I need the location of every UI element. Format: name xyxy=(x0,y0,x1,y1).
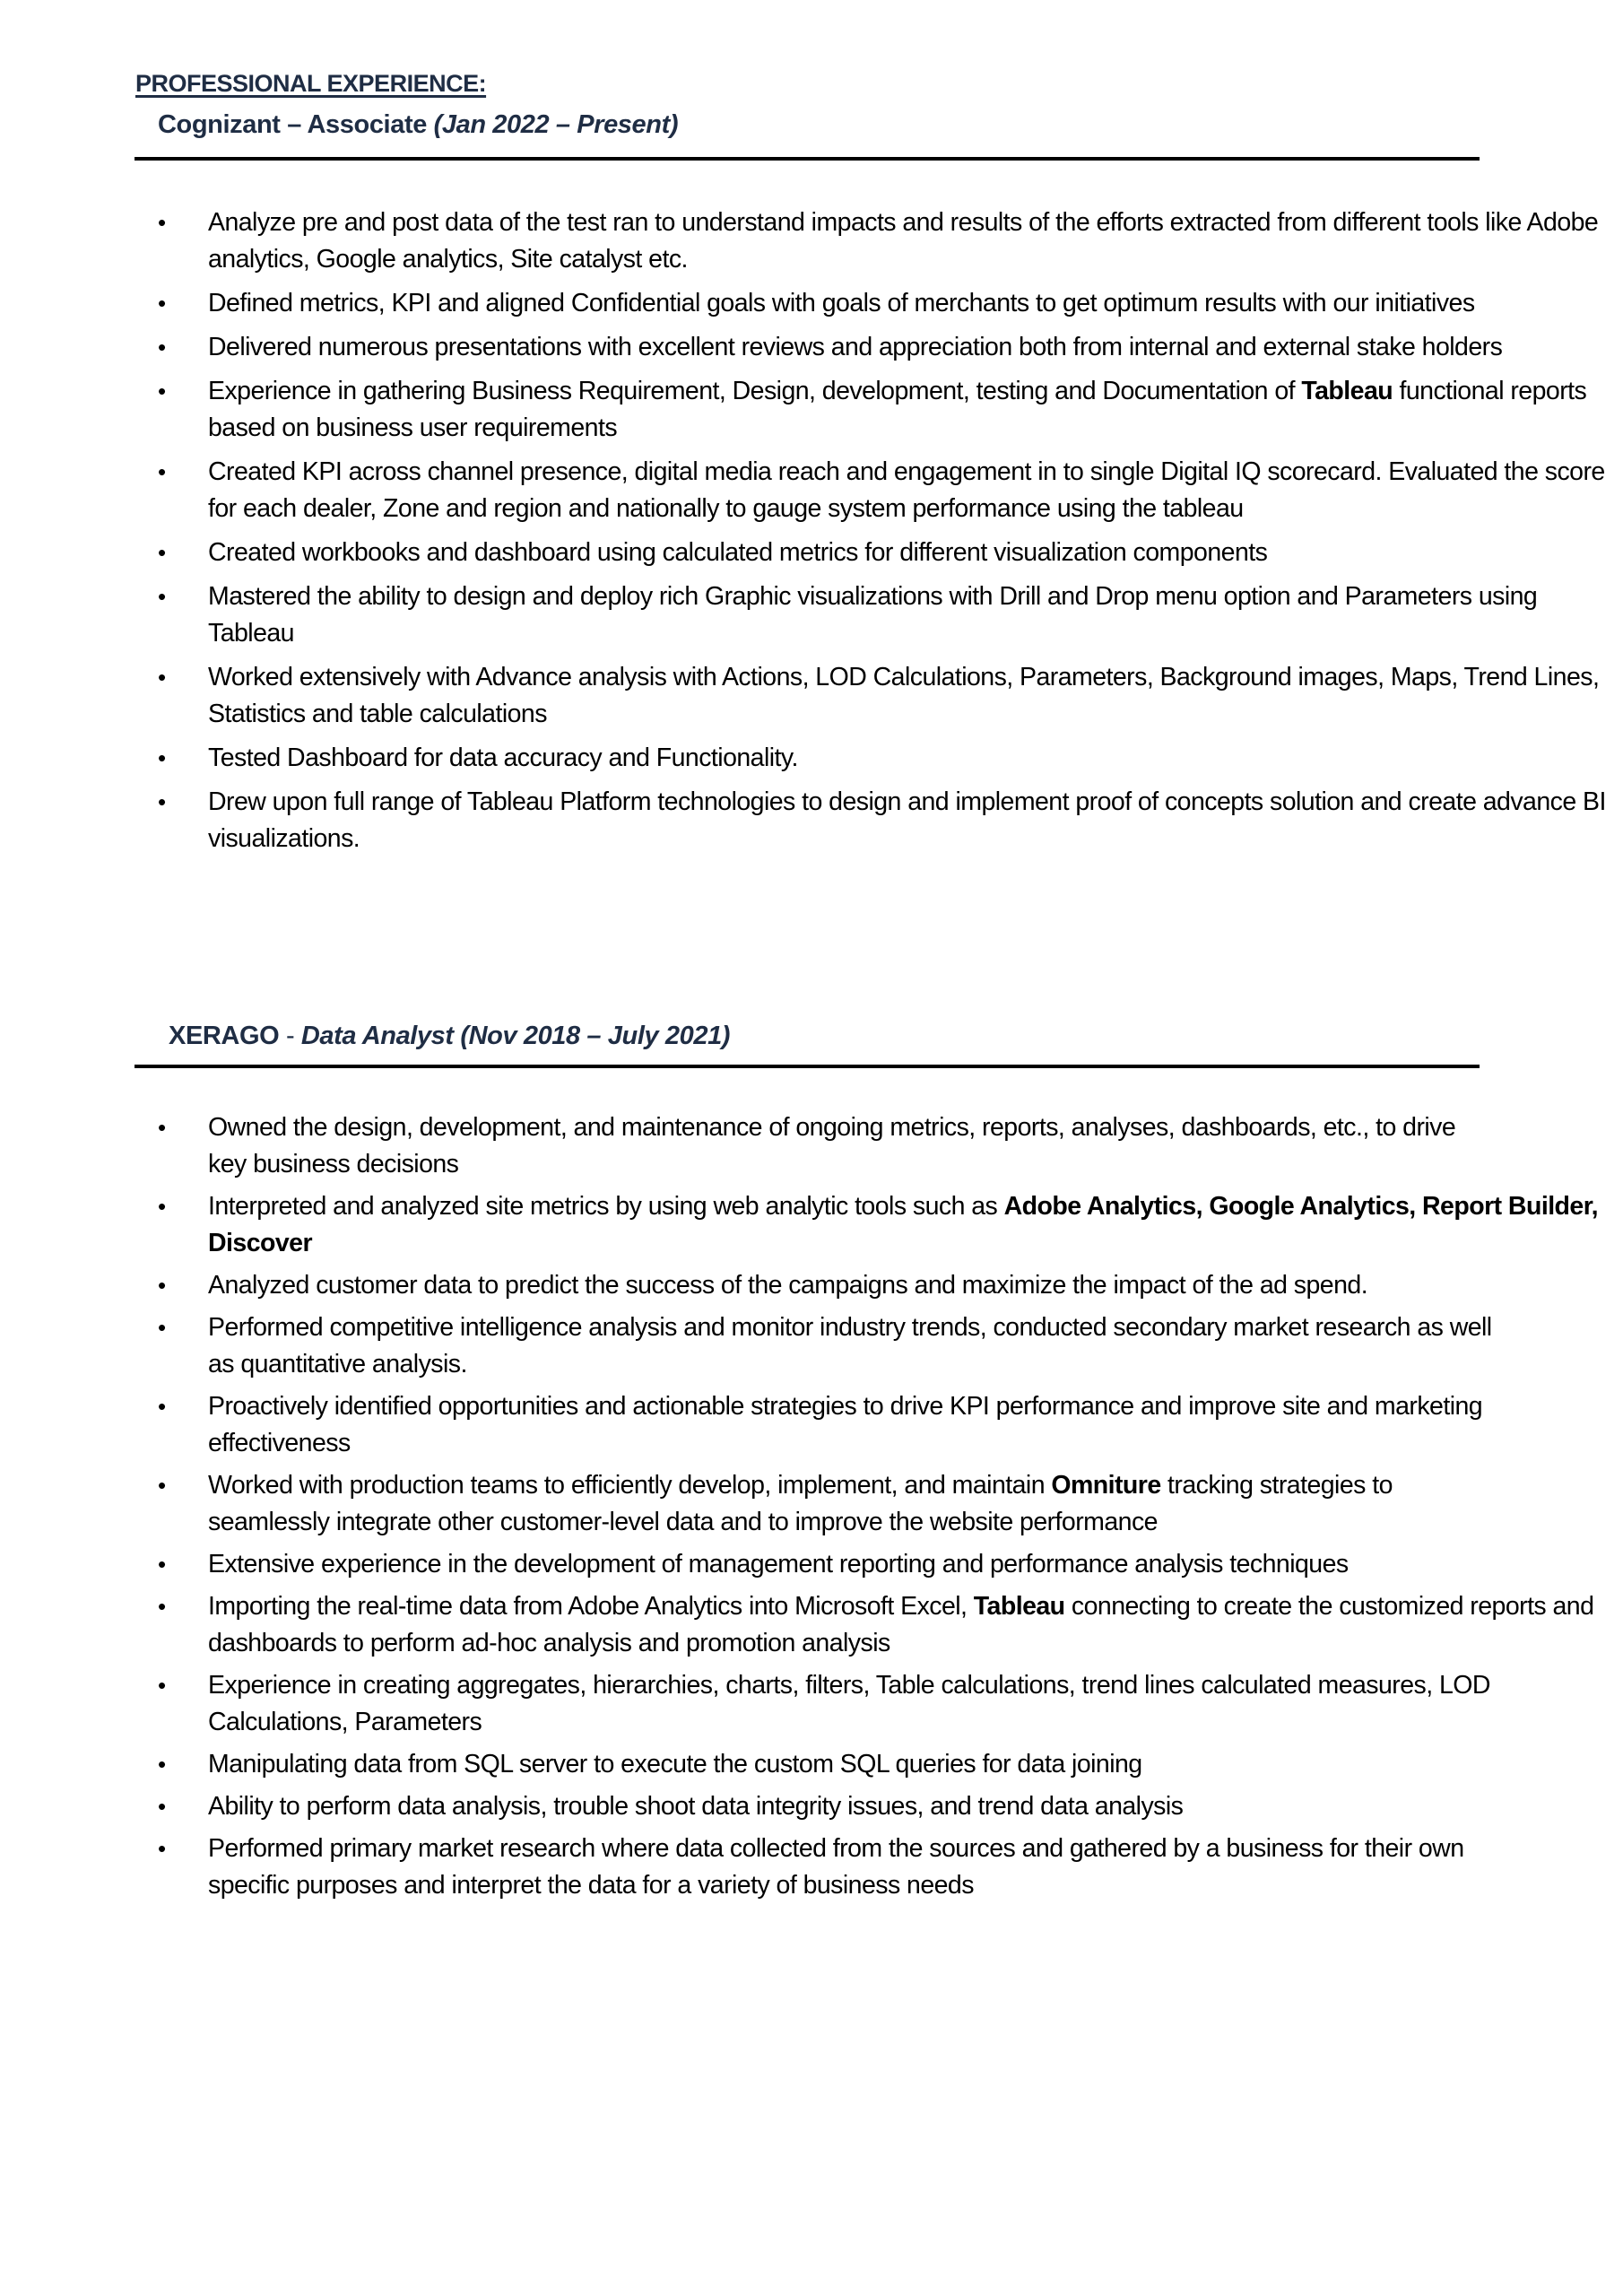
bullet-icon: • xyxy=(158,1672,166,1699)
bullet-icon: • xyxy=(158,378,166,404)
bullet-icon: • xyxy=(158,583,166,610)
bullet-item xyxy=(0,1467,1517,1541)
bullet-icon: • xyxy=(158,1393,166,1420)
bullet-text-emphasis: Adobe Analytics, Google Analytics, Report Builder, Discover xyxy=(208,1192,1599,1257)
bullet-text: Performed primary market research where data collected from the sources and gathered by a business for their own specific purposes and interpret the data for a variety of business needs xyxy=(208,1834,1464,1900)
bullet-text: Worked extensively with Advance analysis with Actions, LOD Calculations, Parameters, Background images, Maps, Trend Lines, Statistics and table calculations xyxy=(208,663,1600,728)
bullet-icon: • xyxy=(158,1193,166,1220)
bullet-item xyxy=(0,659,1623,733)
bullet-text: Defined metrics, KPI and aligned Confidential goals with goals of merchants to get optimum results with our initiatives xyxy=(208,289,1475,317)
bullet-text: Analyze pre and post data of the test ran to understand impacts and results of the efforts extracted from different tools like Adobe analytics, Google analytics, Site catalyst etc. xyxy=(208,208,1599,274)
bullet-icon: • xyxy=(158,1793,166,1820)
bullet-text: connecting to create the customized reports and dashboards to perform ad-hoc analysis and promotion analysis xyxy=(208,1592,1594,1657)
bullet-text: Importing the real-time data from Adobe Analytics into Microsoft Excel, xyxy=(208,1592,974,1621)
bullet-item xyxy=(0,1309,1517,1383)
bullet-icon: • xyxy=(158,458,166,485)
job-bullets-xerago xyxy=(0,1109,1623,1909)
bullet-item xyxy=(0,1746,1623,1783)
bullet-icon: • xyxy=(158,290,166,317)
bullet-item xyxy=(0,1667,1623,1741)
bullet-item xyxy=(0,1831,1517,1904)
bullet-text: Ability to perform data analysis, trouble shoot data integrity issues, and trend data analysis xyxy=(208,1792,1184,1821)
bullet-icon: • xyxy=(158,1751,166,1778)
section-divider xyxy=(135,1065,1480,1068)
bullet-item xyxy=(0,285,1623,322)
bullet-text: Interpreted and analyzed site metrics by using web analytic tools such as xyxy=(208,1192,1004,1221)
bullet-item xyxy=(0,1788,1623,1825)
bullet-icon: • xyxy=(158,1114,166,1141)
bullet-icon: • xyxy=(158,1272,166,1299)
bullet-item xyxy=(0,204,1623,278)
bullet-text: Experience in creating aggregates, hierarchies, charts, filters, Table calculations, trend lines calculated measures, LOD Calculations, Parameters xyxy=(208,1671,1490,1736)
company-name: Cognizant xyxy=(158,110,281,139)
bullet-item xyxy=(0,329,1623,366)
bullet-item xyxy=(0,1267,1553,1304)
bullet-text: Created workbooks and dashboard using calculated metrics for different visualization components xyxy=(208,538,1268,567)
bullet-text: functional reports based on business user requirements xyxy=(208,377,1587,442)
bullet-icon: • xyxy=(158,539,166,566)
bullet-text: Extensive experience in the development of management reporting and performance analysis techniques xyxy=(208,1550,1349,1578)
job-role: Associate xyxy=(307,110,427,139)
bullet-text: Proactively identified opportunities and actionable strategies to drive KPI performance and improve site and marketing effectiveness xyxy=(208,1392,1483,1457)
bullet-item xyxy=(0,1388,1623,1462)
company-name: XERAGO xyxy=(169,1022,280,1050)
title-separator: - xyxy=(279,1022,301,1050)
bullet-icon: • xyxy=(158,1472,166,1499)
bullet-text: Drew upon full range of Tableau Platform technologies to design and implement proof of concepts solution and create advance BI visualizations. xyxy=(208,787,1606,853)
bullet-icon: • xyxy=(158,334,166,361)
bullet-text: Delivered numerous presentations with excellent reviews and appreciation both from internal and external stake holders xyxy=(208,333,1503,361)
bullet-item xyxy=(0,578,1623,652)
section-title: PROFESSIONAL EXPERIENCE: xyxy=(135,70,487,97)
bullet-item xyxy=(0,1588,1623,1662)
title-separator: – xyxy=(280,110,308,139)
bullet-text: Tested Dashboard for data accuracy and Functionality. xyxy=(208,744,798,772)
bullet-text: Analyzed customer data to predict the success of the campaigns and maximize the impact of the ad spend. xyxy=(208,1271,1368,1300)
bullet-item xyxy=(0,1109,1517,1183)
bullet-item xyxy=(0,784,1623,857)
job-role: Data Analyst xyxy=(300,1022,454,1050)
job-bullets-cognizant xyxy=(0,204,1623,865)
job-header-xerago xyxy=(169,1022,730,1051)
bullet-item xyxy=(0,454,1623,527)
bullet-icon: • xyxy=(158,744,166,771)
bullet-item xyxy=(0,740,1623,777)
bullet-icon: • xyxy=(158,1314,166,1341)
bullet-text: Experience in gathering Business Requirement, Design, development, testing and Documentation of xyxy=(208,377,1302,405)
bullet-icon: • xyxy=(158,788,166,815)
bullet-text: Worked with production teams to efficiently develop, implement, and maintain xyxy=(208,1471,1052,1500)
bullet-item xyxy=(0,373,1623,447)
section-divider xyxy=(135,157,1480,161)
job-dates: (Nov 2018 – July 2021) xyxy=(460,1022,731,1050)
bullet-text: Performed competitive intelligence analysis and monitor industry trends, conducted secondary market research as well as quantitative analysis. xyxy=(208,1313,1492,1378)
bullet-text: Manipulating data from SQL server to execute the custom SQL queries for data joining xyxy=(208,1750,1142,1779)
bullet-icon: • xyxy=(158,1593,166,1620)
bullet-text-emphasis: Omniture xyxy=(1051,1471,1161,1500)
bullet-text: Owned the design, development, and maintenance of ongoing metrics, reports, analyses, dashboards, etc., to drive key business decisions xyxy=(208,1113,1456,1178)
bullet-text-emphasis: Tableau xyxy=(1301,377,1393,405)
bullet-text: Created KPI across channel presence, digital media reach and engagement in to single Digital IQ scorecard. Evaluated the score for each dealer, Zone and region and nationally to gauge system performance using the tableau xyxy=(208,457,1605,523)
bullet-icon: • xyxy=(158,664,166,691)
bullet-item xyxy=(0,1546,1517,1583)
bullet-text: tracking strategies to seamlessly integrate other customer-level data and to improve the website performance xyxy=(208,1471,1393,1536)
job-header-cognizant xyxy=(158,110,678,140)
bullet-icon: • xyxy=(158,209,166,236)
job-dates: (Jan 2022 – Present) xyxy=(433,110,679,139)
bullet-text: Mastered the ability to design and deploy rich Graphic visualizations with Drill and Drop menu option and Parameters using Tableau xyxy=(208,582,1538,648)
bullet-item xyxy=(0,535,1623,571)
bullet-icon: • xyxy=(158,1551,166,1578)
bullet-text-emphasis: Tableau xyxy=(973,1592,1065,1621)
bullet-item xyxy=(0,1188,1623,1262)
bullet-icon: • xyxy=(158,1835,166,1862)
